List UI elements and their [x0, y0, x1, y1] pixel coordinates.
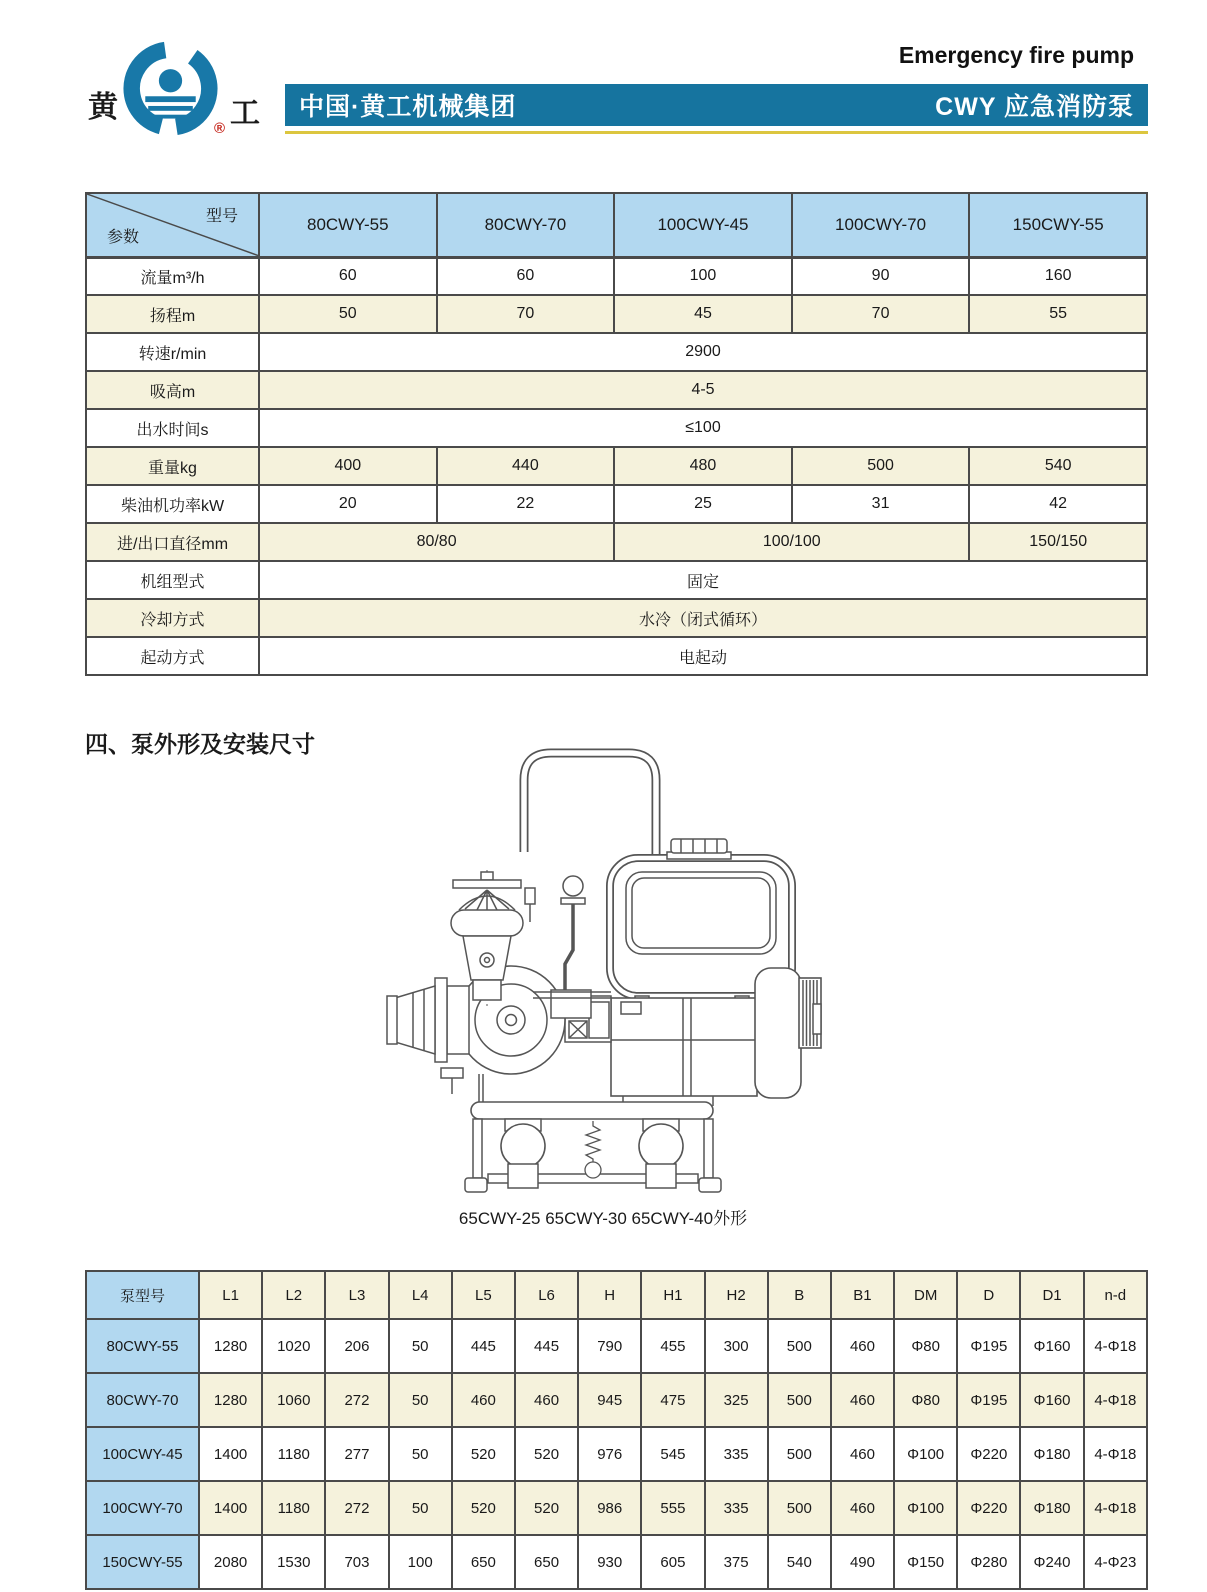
dim-value-cell: 930 — [578, 1535, 641, 1589]
spec-row-label: 出水时间s — [86, 409, 259, 447]
pump-outline-drawing — [383, 740, 823, 1198]
spec-row-label: 机组型式 — [86, 561, 259, 599]
spec-row-label: 扬程m — [86, 295, 259, 333]
dim-value-cell: Φ195 — [957, 1319, 1020, 1373]
spec-model-header: 80CWY-70 — [437, 193, 615, 257]
corner-label-param: 参数 — [107, 228, 140, 246]
dim-value-cell: 1400 — [199, 1427, 262, 1481]
spec-value-cell: 55 — [969, 295, 1147, 333]
dim-value-cell: 650 — [452, 1535, 515, 1589]
dim-value-cell: 4-Φ18 — [1084, 1373, 1147, 1427]
dim-value-cell: 703 — [325, 1535, 388, 1589]
dim-value-cell: 1400 — [199, 1481, 262, 1535]
spec-row — [86, 257, 1147, 295]
dim-value-cell: 1060 — [262, 1373, 325, 1427]
company-name: 中国·黄工机械集团 — [299, 93, 517, 121]
dim-column-header: D — [957, 1271, 1020, 1319]
dim-value-cell: 460 — [831, 1481, 894, 1535]
dim-value-cell: 50 — [389, 1481, 452, 1535]
spec-model-header: 100CWY-70 — [792, 193, 970, 257]
dim-value-cell: 500 — [768, 1319, 831, 1373]
dim-model-cell: 150CWY-55 — [86, 1535, 199, 1589]
dim-value-cell: 460 — [831, 1427, 894, 1481]
spec-row — [86, 599, 1147, 637]
dim-column-header: L4 — [389, 1271, 452, 1319]
dim-value-cell: 335 — [705, 1427, 768, 1481]
dim-value-cell: 650 — [515, 1535, 578, 1589]
dim-column-header: L2 — [262, 1271, 325, 1319]
dim-value-cell: 540 — [768, 1535, 831, 1589]
dim-value-cell: Φ80 — [894, 1373, 957, 1427]
corner-label-model: 型号 — [205, 208, 238, 225]
spec-value-cell: 400 — [259, 447, 437, 485]
dim-value-cell: 4-Φ18 — [1084, 1481, 1147, 1535]
pump-outline-figure — [383, 740, 823, 1198]
dim-value-cell: 500 — [768, 1481, 831, 1535]
spec-value-cell: 70 — [792, 295, 970, 333]
spec-corner-cell — [86, 193, 259, 257]
spec-value-cell: 440 — [437, 447, 615, 485]
spec-value-cell: 水冷（闭式循环） — [259, 599, 1147, 637]
dim-value-cell: Φ160 — [1020, 1373, 1083, 1427]
spec-row — [86, 447, 1147, 485]
dim-value-cell: Φ150 — [894, 1535, 957, 1589]
spec-row — [86, 523, 1147, 561]
dim-value-cell: 520 — [452, 1481, 515, 1535]
spec-row — [86, 637, 1147, 675]
dim-value-cell: 445 — [515, 1319, 578, 1373]
dim-value-cell: 100 — [389, 1535, 452, 1589]
spec-row-label: 流量m³/h — [86, 257, 259, 295]
dim-value-cell: 945 — [578, 1373, 641, 1427]
spec-row-label: 转速r/min — [86, 333, 259, 371]
dim-value-cell: 500 — [768, 1373, 831, 1427]
spec-row-label: 进/出口直径mm — [86, 523, 259, 561]
dim-value-cell: 520 — [515, 1481, 578, 1535]
dim-value-cell: 50 — [389, 1373, 452, 1427]
spec-row-label: 冷却方式 — [86, 599, 259, 637]
dim-column-header: L1 — [199, 1271, 262, 1319]
spec-value-cell: 42 — [969, 485, 1147, 523]
spec-row — [86, 371, 1147, 409]
dim-value-cell: 605 — [641, 1535, 704, 1589]
dim-value-cell: 445 — [452, 1319, 515, 1373]
dim-value-cell: 300 — [705, 1319, 768, 1373]
dim-value-cell: 976 — [578, 1427, 641, 1481]
title-chinese: CWY 应急消防泵 — [935, 93, 1134, 121]
dim-value-cell: 375 — [705, 1535, 768, 1589]
dim-value-cell: 460 — [831, 1373, 894, 1427]
dim-value-cell: 460 — [831, 1319, 894, 1373]
dim-value-cell: 1280 — [199, 1373, 262, 1427]
spec-value-cell: 160 — [969, 257, 1147, 295]
dim-column-header: D1 — [1020, 1271, 1083, 1319]
spec-value-cell: 60 — [259, 257, 437, 295]
spec-row-label: 吸高m — [86, 371, 259, 409]
dim-value-cell: 272 — [325, 1481, 388, 1535]
spec-value-cell: 2900 — [259, 333, 1147, 371]
spec-row — [86, 485, 1147, 523]
spec-row — [86, 409, 1147, 447]
spec-row — [86, 333, 1147, 371]
spec-row-label: 重量kg — [86, 447, 259, 485]
dim-column-header: L5 — [452, 1271, 515, 1319]
spec-value-cell: 25 — [614, 485, 792, 523]
dim-value-cell: 4-Φ18 — [1084, 1427, 1147, 1481]
spec-row — [86, 561, 1147, 599]
dim-value-cell: 1180 — [262, 1427, 325, 1481]
dim-row — [86, 1535, 1147, 1589]
dim-value-cell: 500 — [768, 1427, 831, 1481]
spec-value-cell: 4-5 — [259, 371, 1147, 409]
header-banner — [285, 84, 1148, 126]
dim-value-cell: 2080 — [199, 1535, 262, 1589]
dim-value-cell: 272 — [325, 1373, 388, 1427]
dim-value-cell: 50 — [389, 1319, 452, 1373]
dim-value-cell: Φ240 — [1020, 1535, 1083, 1589]
spec-value-cell: ≤100 — [259, 409, 1147, 447]
logo-char-left: 黄 — [88, 91, 118, 124]
spec-value-cell: 150/150 — [969, 523, 1147, 561]
dim-value-cell: 1280 — [199, 1319, 262, 1373]
dim-value-cell: 986 — [578, 1481, 641, 1535]
dim-value-cell: Φ80 — [894, 1319, 957, 1373]
logo-char-right: 工 — [230, 97, 260, 130]
spec-row-label: 柴油机功率kW — [86, 485, 259, 523]
dim-value-cell: 4-Φ23 — [1084, 1535, 1147, 1589]
dim-model-cell: 100CWY-45 — [86, 1427, 199, 1481]
dim-value-cell: 555 — [641, 1481, 704, 1535]
dim-value-cell: 475 — [641, 1373, 704, 1427]
dim-model-cell: 80CWY-55 — [86, 1319, 199, 1373]
dim-column-header: H2 — [705, 1271, 768, 1319]
dim-value-cell: 1530 — [262, 1535, 325, 1589]
dim-value-cell: Φ160 — [1020, 1319, 1083, 1373]
spec-value-cell: 480 — [614, 447, 792, 485]
dim-column-header: B1 — [831, 1271, 894, 1319]
dim-row — [86, 1427, 1147, 1481]
dim-value-cell: Φ220 — [957, 1427, 1020, 1481]
registered-mark: ® — [214, 120, 226, 137]
dim-value-cell: 277 — [325, 1427, 388, 1481]
dim-value-cell: 460 — [452, 1373, 515, 1427]
title-english: Emergency fire pump — [898, 42, 1134, 68]
spec-header-row — [86, 193, 1147, 257]
spec-value-cell: 70 — [437, 295, 615, 333]
spec-row — [86, 295, 1147, 333]
dim-value-cell: 520 — [452, 1427, 515, 1481]
spec-value-cell: 540 — [969, 447, 1147, 485]
spec-value-cell: 500 — [792, 447, 970, 485]
dim-column-header: H — [578, 1271, 641, 1319]
dim-value-cell: Φ180 — [1020, 1481, 1083, 1535]
dim-row — [86, 1319, 1147, 1373]
dim-value-cell: 50 — [389, 1427, 452, 1481]
gold-divider-line — [285, 131, 1148, 134]
dim-row — [86, 1481, 1147, 1535]
dim-value-cell: 1020 — [262, 1319, 325, 1373]
spec-value-cell: 20 — [259, 485, 437, 523]
dim-value-cell: 790 — [578, 1319, 641, 1373]
spec-model-header: 150CWY-55 — [969, 193, 1147, 257]
dim-value-cell: 4-Φ18 — [1084, 1319, 1147, 1373]
dim-column-header: L6 — [515, 1271, 578, 1319]
dim-column-header: L3 — [325, 1271, 388, 1319]
dim-column-header: DM — [894, 1271, 957, 1319]
figure-caption: 65CWY-25 65CWY-30 65CWY-40外形 — [458, 1209, 748, 1228]
dim-value-cell: 520 — [515, 1427, 578, 1481]
spec-value-cell: 60 — [437, 257, 615, 295]
dim-value-cell: Φ280 — [957, 1535, 1020, 1589]
spec-value-cell: 31 — [792, 485, 970, 523]
dim-header-row — [86, 1271, 1147, 1319]
spec-table — [85, 192, 1148, 676]
dim-value-cell: Φ100 — [894, 1481, 957, 1535]
dim-value-cell: 1180 — [262, 1481, 325, 1535]
dim-row — [86, 1373, 1147, 1427]
spec-value-cell: 100/100 — [614, 523, 969, 561]
dim-value-cell: Φ180 — [1020, 1427, 1083, 1481]
dim-value-cell: 490 — [831, 1535, 894, 1589]
spec-value-cell: 22 — [437, 485, 615, 523]
dim-value-cell: 460 — [515, 1373, 578, 1427]
logo-emblem-icon — [122, 40, 219, 137]
spec-value-cell: 100 — [614, 257, 792, 295]
dim-column-header: n-d — [1084, 1271, 1147, 1319]
spec-value-cell: 50 — [259, 295, 437, 333]
spec-value-cell: 90 — [792, 257, 970, 295]
dim-value-cell: 206 — [325, 1319, 388, 1373]
dim-value-cell: 545 — [641, 1427, 704, 1481]
spec-model-header: 100CWY-45 — [614, 193, 792, 257]
dimensions-table — [85, 1270, 1148, 1590]
dim-model-cell: 80CWY-70 — [86, 1373, 199, 1427]
section-title: 四、泵外形及安装尺寸 — [85, 731, 315, 757]
dim-value-cell: Φ220 — [957, 1481, 1020, 1535]
spec-value-cell: 固定 — [259, 561, 1147, 599]
dim-value-cell: 335 — [705, 1481, 768, 1535]
spec-value-cell: 45 — [614, 295, 792, 333]
spec-row-label: 起动方式 — [86, 637, 259, 675]
dim-column-header: 泵型号 — [86, 1271, 199, 1319]
spec-value-cell: 电起动 — [259, 637, 1147, 675]
spec-value-cell: 80/80 — [259, 523, 614, 561]
dim-model-cell: 100CWY-70 — [86, 1481, 199, 1535]
dim-value-cell: Φ195 — [957, 1373, 1020, 1427]
dim-column-header: H1 — [641, 1271, 704, 1319]
dim-value-cell: Φ100 — [894, 1427, 957, 1481]
spec-model-header: 80CWY-55 — [259, 193, 437, 257]
dim-value-cell: 455 — [641, 1319, 704, 1373]
dim-value-cell: 325 — [705, 1373, 768, 1427]
dim-column-header: B — [768, 1271, 831, 1319]
